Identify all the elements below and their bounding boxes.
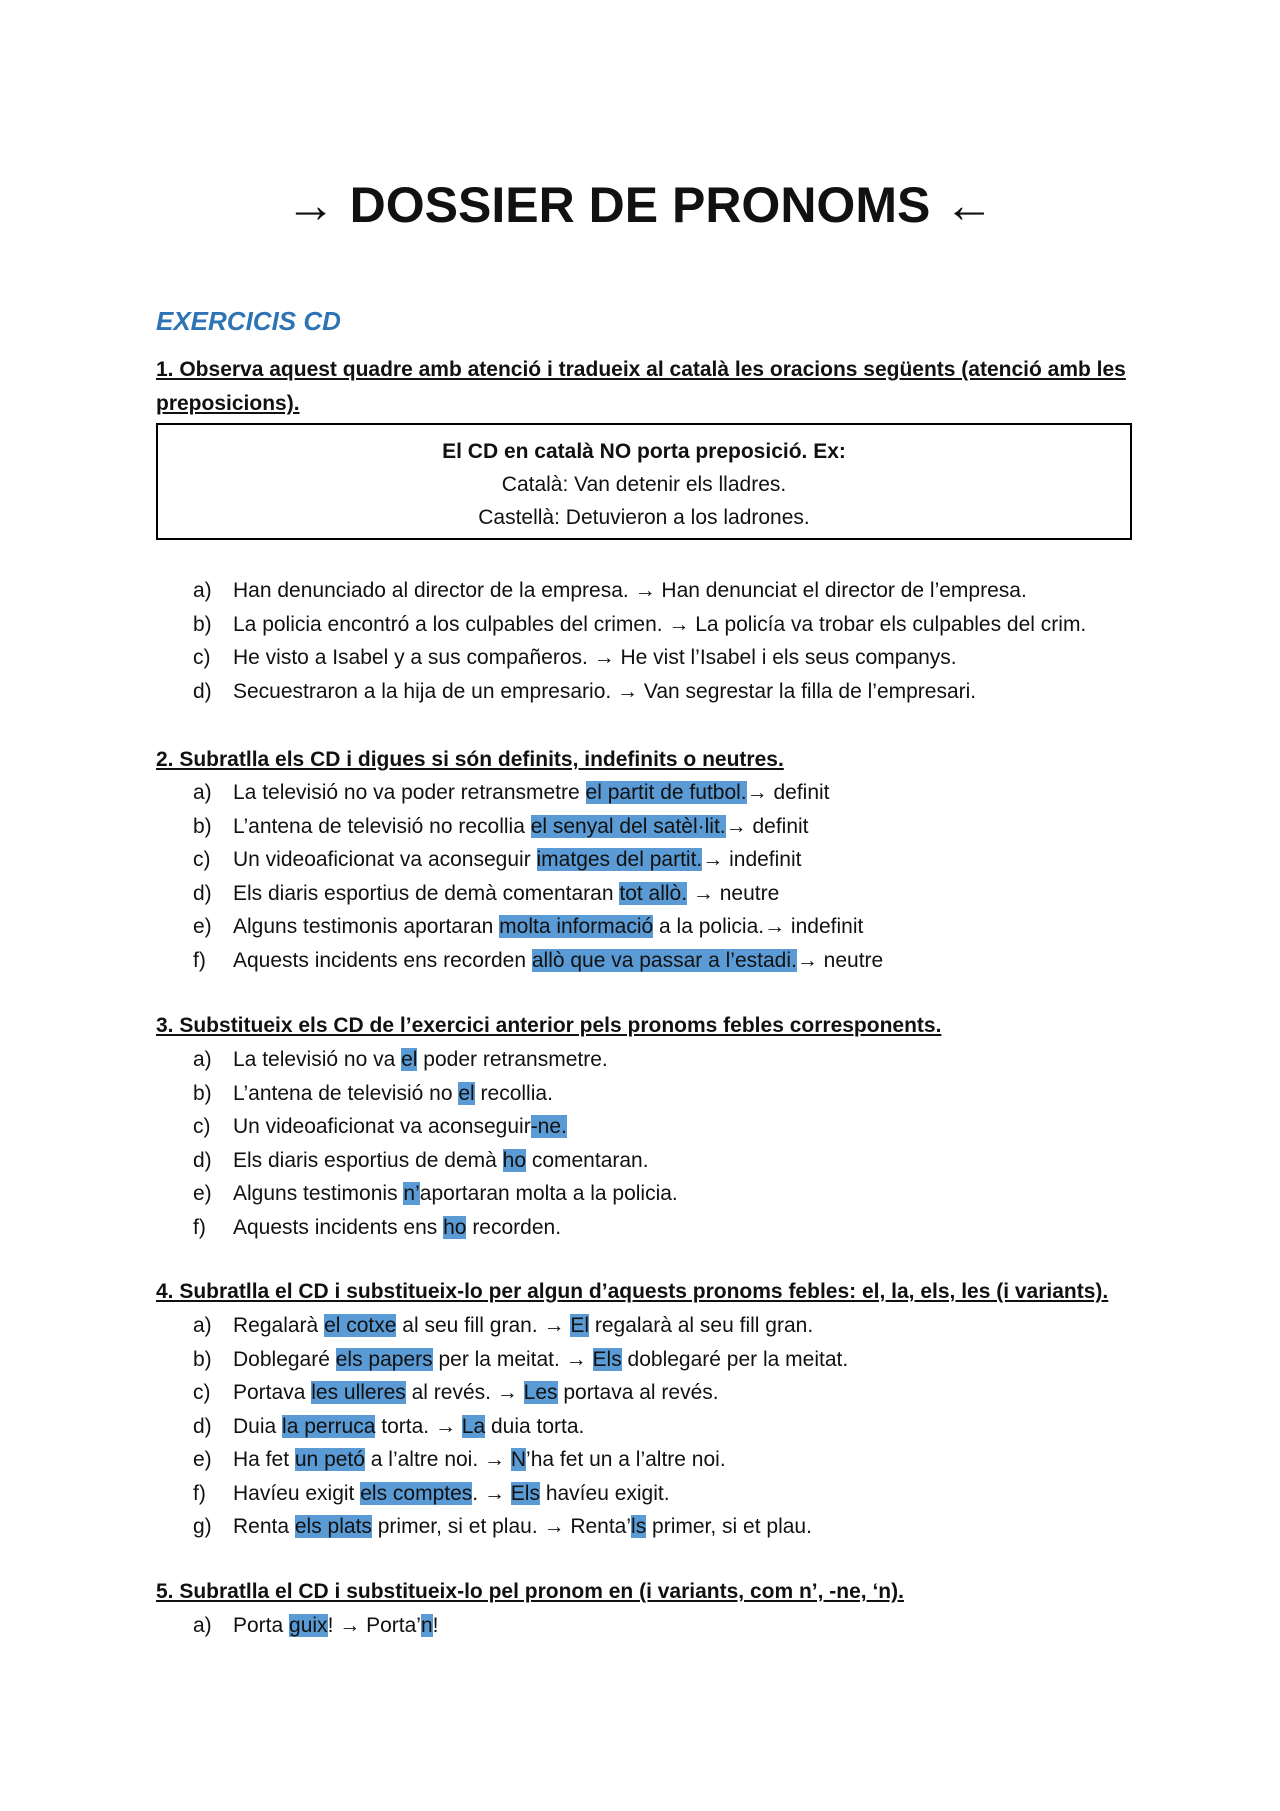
highlighted-pronoun: n [420, 1614, 433, 1637]
item-text-end: comentaran. [526, 1148, 649, 1172]
item-letter: a) [193, 1048, 212, 1071]
item-text: L’antena de televisió no [233, 1081, 459, 1105]
exercise-2-heading: 2. Subratlla els CD i digues si són definits, indefinits o neutres. [156, 748, 784, 771]
item-text-end: duia torta. [485, 1414, 585, 1438]
list-item [193, 1376, 1193, 1410]
exercise-3-list [193, 1043, 1193, 1244]
list-item [193, 1144, 1193, 1178]
item-text-end: ! [432, 1614, 439, 1637]
highlighted-pronoun: Els [510, 1481, 540, 1505]
rule-box-title: El CD en català NO porta preposició. Ex: [442, 440, 846, 463]
item-letter: b) [193, 1347, 212, 1371]
item-text-end: aportaran molta a la policia. [419, 1182, 678, 1205]
rule-box-spanish: Castellà: Detuvieron a los ladrones. [478, 506, 810, 529]
highlighted-cd: els plats [294, 1515, 372, 1538]
exercise-1-heading-line2: preposicions). [156, 392, 300, 415]
highlighted-cd: els papers [335, 1347, 433, 1371]
list-item [193, 1043, 1193, 1077]
highlighted-pronoun: El [570, 1314, 590, 1337]
item-letter: c) [193, 848, 211, 871]
item-answer: → neutre [796, 948, 884, 972]
list-item [193, 641, 1193, 675]
item-text: Els diaris esportius de demà [233, 1148, 503, 1172]
item-letter: e) [193, 1448, 212, 1471]
item-text-end: poder retransmetre. [417, 1048, 608, 1071]
item-letter: c) [193, 1115, 211, 1138]
list-item [193, 1077, 1193, 1111]
item-letter: c) [193, 1381, 211, 1404]
exercise-4-list [193, 1309, 1193, 1544]
exercise-4-heading: 4. Subratlla el CD i substitueix-lo per algun d’aquests pronoms febles: el, la, els, les (i variants). [156, 1280, 1109, 1303]
item-letter: f) [193, 948, 206, 972]
item-text: He visto a Isabel y a sus compañeros. → He vist l’Isabel i els seus companys. [233, 646, 957, 669]
list-item [193, 574, 1193, 608]
item-text: Regalarà [233, 1314, 325, 1337]
item-text: Ha fet [233, 1448, 295, 1471]
highlighted-pronoun: La [461, 1414, 486, 1438]
item-text: Alguns testimonis [233, 1182, 404, 1205]
item-letter: a) [193, 781, 212, 804]
item-text: Alguns testimonis aportaran [233, 915, 500, 938]
item-text: L’antena de televisió no recollia [233, 814, 531, 838]
list-item [193, 877, 1193, 911]
item-text-end: doblegaré per la meitat. [621, 1347, 849, 1371]
list-item [193, 608, 1193, 642]
highlighted-cd: tot allò. [619, 881, 688, 905]
item-letter: d) [193, 679, 212, 703]
list-item [193, 810, 1193, 844]
list-item [193, 675, 1193, 709]
item-text: Portava [233, 1381, 312, 1404]
item-text-mid: primer, si et plau. → Renta’ [371, 1515, 632, 1538]
highlighted-cd: el cotxe [324, 1314, 397, 1337]
highlighted-pronoun: el [401, 1048, 418, 1071]
item-letter: d) [193, 1414, 212, 1438]
list-item [193, 944, 1193, 978]
item-text: La televisió no va poder retransmetre [233, 781, 586, 804]
highlighted-pronoun: Els [592, 1347, 622, 1371]
exercise-3-heading: 3. Substitueix els CD de l’exercici anterior pels pronoms febles corresponents. [156, 1014, 942, 1037]
list-item [193, 1410, 1193, 1444]
item-text-end: regalarà al seu fill gran. [589, 1314, 814, 1337]
list-item [193, 1443, 1193, 1477]
exercise-1-heading-line1: 1. Observa aquest quadre amb atenció i tradueix al català les oracions següents (atenció amb les [156, 358, 1126, 381]
item-text: Un videoaficionat va aconseguir [233, 1115, 531, 1138]
item-answer: → neutre [687, 881, 780, 905]
item-text-mid: ! → Porta’ [327, 1614, 421, 1637]
exercise-5-list [193, 1609, 1193, 1643]
section-heading: EXERCICIS CD [156, 306, 341, 336]
highlighted-cd: allò que va passar a l’estadi. [531, 948, 797, 972]
item-letter: d) [193, 881, 212, 905]
item-letter: b) [193, 1081, 212, 1105]
list-item [193, 1177, 1193, 1211]
item-text-end: havíeu exigit. [539, 1481, 670, 1505]
item-letter: f) [193, 1215, 206, 1239]
item-text-mid: al seu fill gran. → [396, 1314, 571, 1337]
item-text: Aquests incidents ens [233, 1215, 444, 1239]
list-item [193, 1343, 1193, 1377]
item-text: Han denunciado al director de la empresa. → Han denunciat el director de l’empresa. [233, 579, 1027, 602]
item-answer: → definit [725, 814, 809, 838]
list-item [193, 776, 1193, 810]
item-text-mid: torta. → [375, 1414, 462, 1438]
highlighted-pronoun: ho [443, 1215, 467, 1239]
exercise-5-heading: 5. Subratlla el CD i substitueix-lo pel pronom en (i variants, com n’, -ne, ‘n). [156, 1580, 904, 1603]
highlighted-pronoun: N [510, 1448, 527, 1471]
item-letter: b) [193, 612, 212, 636]
item-letter: a) [193, 579, 212, 602]
item-letter: b) [193, 814, 212, 838]
rule-box-catalan: Català: Van detenir els lladres. [501, 473, 787, 496]
item-text: Aquests incidents ens recorden [233, 948, 532, 972]
item-letter: a) [193, 1614, 212, 1637]
highlighted-cd: imatges del partit. [536, 848, 703, 871]
item-letter: c) [193, 646, 211, 669]
highlighted-cd: guix [289, 1614, 328, 1637]
item-letter: f) [193, 1481, 206, 1505]
highlighted-cd: el partit de futbol. [585, 781, 747, 804]
item-text: Els diaris esportius de demà comentaran [233, 881, 620, 905]
item-answer: → definit [746, 781, 830, 804]
item-text: Duia [233, 1414, 283, 1438]
item-text-end: primer, si et plau. [646, 1515, 812, 1538]
list-item [193, 1211, 1193, 1245]
highlighted-cd: un petó [294, 1448, 365, 1471]
highlighted-pronoun: el [458, 1081, 475, 1105]
highlighted-pronoun: Les [523, 1381, 558, 1404]
item-text: Secuestraron a la hija de un empresario. → Van segrestar la filla de l’empresari. [233, 679, 977, 703]
exercise-1-list [193, 574, 1193, 708]
item-letter: e) [193, 1182, 212, 1205]
item-text-mid: per la meitat. → [432, 1347, 593, 1371]
page-title: → DOSSIER DE PRONOMS ← [285, 177, 995, 233]
item-text-end: portava al revés. [557, 1381, 719, 1404]
list-item [193, 843, 1193, 877]
highlighted-pronoun: ho [502, 1148, 526, 1172]
item-text-mid: a l’altre noi. → [364, 1448, 511, 1471]
highlighted-pronoun: n’ [403, 1182, 420, 1205]
item-text-mid: . → [472, 1481, 511, 1505]
list-item [193, 1110, 1193, 1144]
item-answer: a la policia.→ indefinit [653, 915, 864, 938]
item-text: Un videoaficionat va aconseguir [233, 848, 537, 871]
highlighted-cd: la perruca [282, 1414, 376, 1438]
highlighted-cd: molta informació [499, 915, 654, 938]
item-letter: g) [193, 1515, 212, 1538]
item-letter: d) [193, 1148, 212, 1172]
list-item [193, 910, 1193, 944]
item-text: La televisió no va [233, 1048, 402, 1071]
item-text: Renta [233, 1515, 295, 1538]
highlighted-pronoun: -ne. [530, 1115, 567, 1138]
exercise-2-list [193, 776, 1193, 977]
highlighted-cd: el senyal del satèl·lit. [530, 814, 726, 838]
rule-box [156, 423, 1132, 540]
highlighted-cd: els comptes [360, 1481, 473, 1505]
list-item [193, 1309, 1193, 1343]
list-item [193, 1477, 1193, 1511]
item-answer: → indefinit [702, 848, 802, 871]
item-text: Havíeu exigit [233, 1481, 361, 1505]
item-text-end: recorden. [466, 1215, 562, 1239]
highlighted-pronoun: ls [631, 1515, 647, 1538]
item-text-end: ’ha fet un a l’altre noi. [526, 1448, 726, 1471]
item-text: Doblegaré [233, 1347, 336, 1371]
item-text-mid: al revés. → [405, 1381, 524, 1404]
highlighted-cd: les ulleres [311, 1381, 406, 1404]
item-letter: a) [193, 1314, 212, 1337]
item-text: La policia encontró a los culpables del crimen. → La policía va trobar els culpables del crim. [233, 612, 1087, 636]
list-item [193, 1510, 1193, 1544]
item-text: Porta [233, 1614, 290, 1637]
list-item [193, 1609, 1193, 1643]
item-letter: e) [193, 915, 212, 938]
exercise-1-heading [156, 353, 1126, 421]
item-text-end: recollia. [474, 1081, 553, 1105]
